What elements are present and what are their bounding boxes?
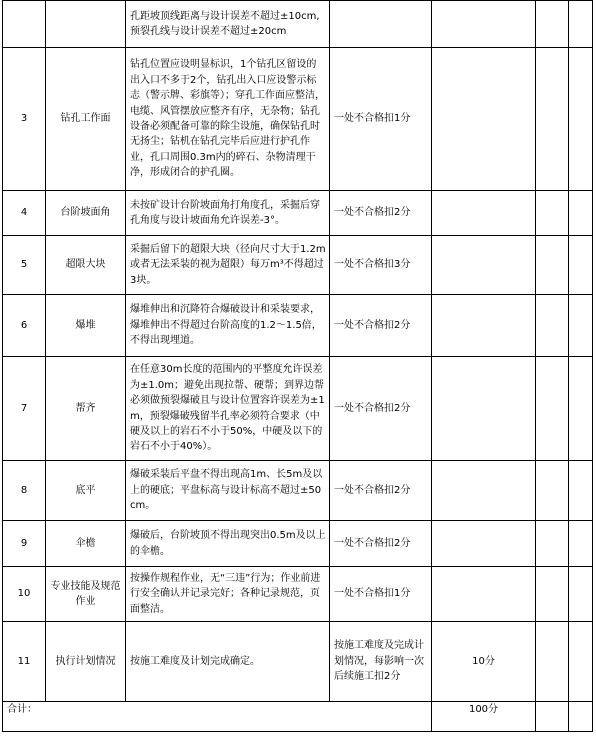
row-item: 台阶坡面角	[46, 191, 126, 236]
row-deduction: 一处不合格扣2分	[330, 357, 432, 461]
empty-cell	[569, 702, 593, 732]
row-deduction: 一处不合格扣2分	[330, 521, 432, 567]
row-deduction: 一处不合格扣3分	[330, 236, 432, 295]
total-label: 合计：	[3, 702, 432, 732]
table-row	[3, 1, 593, 48]
empty-cell	[536, 567, 569, 622]
empty-cell	[536, 1, 569, 48]
empty-cell	[569, 357, 593, 461]
row-score	[432, 1, 536, 48]
empty-cell	[569, 567, 593, 622]
table-row	[3, 48, 593, 191]
row-item: 爆堆	[46, 295, 126, 357]
row-standard: 爆破采装后平盘不得出现高1m、长5m及以上的硬底；平盘标高与设计标高不超过±50cm。	[126, 461, 330, 521]
row-standard: 在任意30m长度的范围内的平整度允许误差为±1.0m；避免出现拉帮、硬帮；到界边帮必须做预裂爆破且与设计位置容许误差为±1m，预裂爆破残留半孔率必须符合要求（中硬及以上的岩石不小于50%，中硬及以下的岩石不小于40%）。	[126, 357, 330, 461]
table-row	[3, 191, 593, 236]
row-score	[432, 521, 536, 567]
empty-cell	[569, 622, 593, 702]
row-score	[432, 567, 536, 622]
table-row	[3, 357, 593, 461]
table-row	[3, 295, 593, 357]
row-score	[432, 48, 536, 191]
row-item: 执行计划情况	[46, 622, 126, 702]
empty-cell	[569, 521, 593, 567]
row-deduction: 按施工难度及完成计划情况，每影响一次后续施工扣2分	[330, 622, 432, 702]
row-number: 3	[3, 48, 46, 191]
row-standard: 按操作规程作业，无“三违”行为；作业前进行安全确认并记录完好；各种记录规范，页面整洁。	[126, 567, 330, 622]
row-standard: 钻孔位置应设明显标识，1个钻孔区留设的出入口不多于2个，钻孔出入口应设警示标志（警示牌、彩旗等）；穿孔工作面应整洁，电缆、风管摆放应整齐有序，无杂物；钻孔设备必须配备可靠的除尘设施，确保钻孔时无扬尘；钻机在钻孔完毕后应进行护孔作业，孔口周围0.3m内的碎石、杂物清理干净，形成闭合的护孔圈。	[126, 48, 330, 191]
empty-cell	[569, 236, 593, 295]
row-item: 超限大块	[46, 236, 126, 295]
empty-cell	[569, 295, 593, 357]
row-deduction: 一处不合格扣1分	[330, 567, 432, 622]
row-item	[46, 1, 126, 48]
row-number: 7	[3, 357, 46, 461]
empty-cell	[536, 48, 569, 191]
row-deduction: 一处不合格扣2分	[330, 191, 432, 236]
row-number: 4	[3, 191, 46, 236]
table-row	[3, 521, 593, 567]
row-item: 帮齐	[46, 357, 126, 461]
row-number: 5	[3, 236, 46, 295]
row-standard: 孔距坡顶线距离与设计误差不超过±10cm,预裂孔线与设计误差不超过±20cm	[126, 1, 330, 48]
row-standard: 未按矿设计台阶坡面角打角度孔，采掘后穿孔角度与设计坡面角允许误差-3°。	[126, 191, 330, 236]
row-deduction: 一处不合格扣2分	[330, 295, 432, 357]
table-row	[3, 567, 593, 622]
row-score: 10分	[432, 622, 536, 702]
row-deduction: 一处不合格扣1分	[330, 48, 432, 191]
row-number: 6	[3, 295, 46, 357]
row-item: 专业技能及规范作业	[46, 567, 126, 622]
row-item: 伞檐	[46, 521, 126, 567]
row-score	[432, 236, 536, 295]
total-score: 100分	[432, 702, 536, 732]
empty-cell	[536, 521, 569, 567]
row-deduction	[330, 1, 432, 48]
row-item: 底平	[46, 461, 126, 521]
empty-cell	[536, 191, 569, 236]
empty-cell	[569, 48, 593, 191]
row-deduction: 一处不合格扣2分	[330, 461, 432, 521]
empty-cell	[536, 622, 569, 702]
scoring-table	[2, 0, 593, 732]
row-number: 10	[3, 567, 46, 622]
table-row	[3, 622, 593, 702]
table-row	[3, 461, 593, 521]
empty-cell	[536, 461, 569, 521]
row-standard: 采掘后留下的超限大块（径向尺寸大于1.2m或者无法采装的视为超限）每万m³不得超过3块。	[126, 236, 330, 295]
total-row	[3, 702, 593, 732]
row-score	[432, 357, 536, 461]
empty-cell	[569, 461, 593, 521]
empty-cell	[536, 295, 569, 357]
row-standard: 爆破后，台阶坡顶不得出现突出0.5m及以上的伞檐。	[126, 521, 330, 567]
row-standard: 按施工难度及计划完成确定。	[126, 622, 330, 702]
empty-cell	[569, 191, 593, 236]
empty-cell	[536, 702, 569, 732]
empty-cell	[536, 236, 569, 295]
row-number: 11	[3, 622, 46, 702]
row-score	[432, 461, 536, 521]
row-standard: 爆堆伸出和沉降符合爆破设计和采装要求，爆堆伸出不得超过台阶高度的1.2～1.5倍，不得出现埋道。	[126, 295, 330, 357]
empty-cell	[536, 357, 569, 461]
row-score	[432, 191, 536, 236]
row-score	[432, 295, 536, 357]
empty-cell	[569, 1, 593, 48]
row-number: 9	[3, 521, 46, 567]
row-item: 钻孔工作面	[46, 48, 126, 191]
row-number: 8	[3, 461, 46, 521]
table-row	[3, 236, 593, 295]
row-number	[3, 1, 46, 48]
